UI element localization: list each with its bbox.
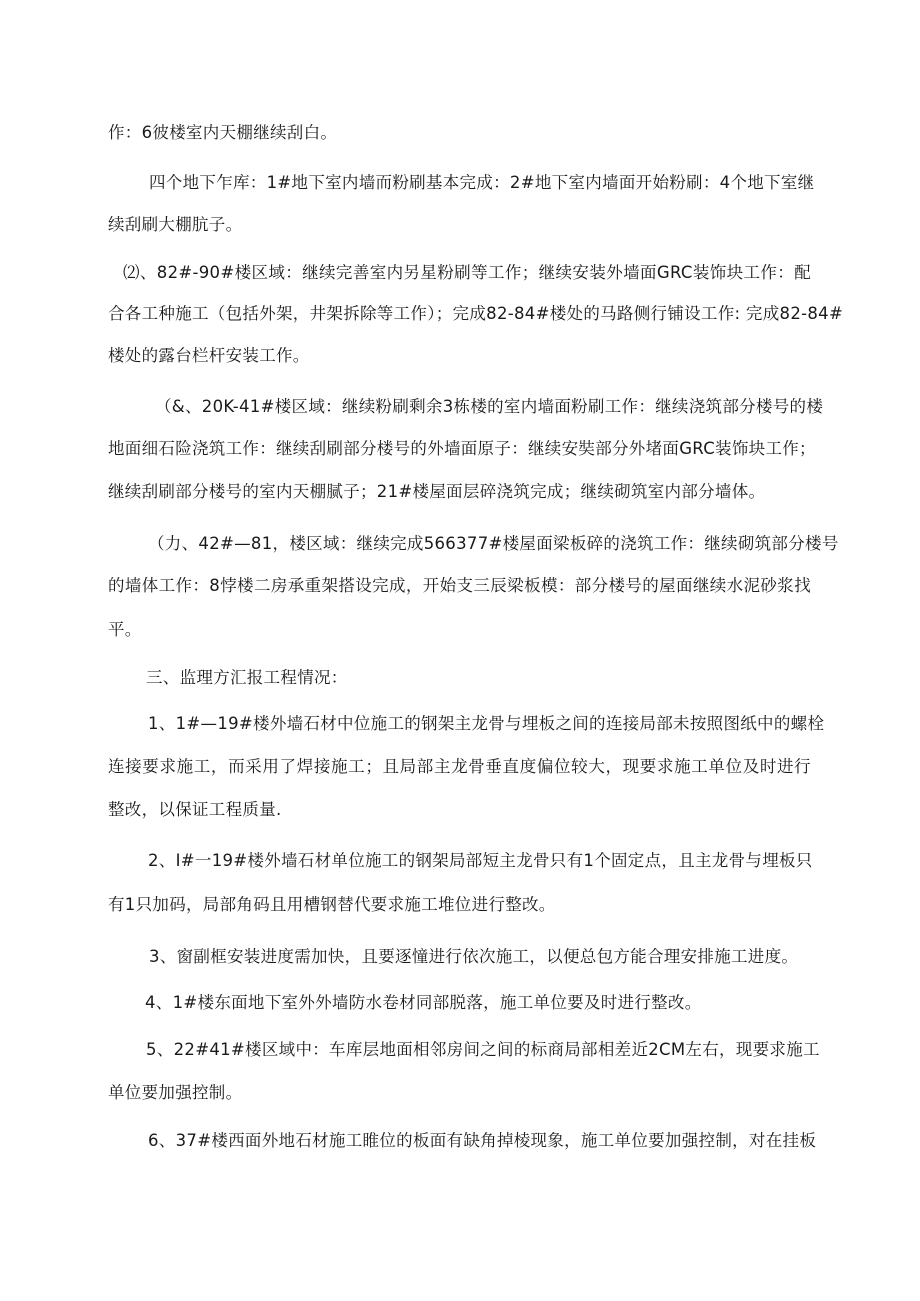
item-2-line-1: 2、I#一19#楼外墙石材单位施工的钢架局部短主龙骨只有1个固定点，且主龙骨与埋板只: [148, 851, 813, 870]
item-1-line-3: 整改，以保证工程质量.: [108, 800, 282, 819]
paragraph-line-7: （&、20K-41#楼区域：继续粉刷剩余3栋楼的室内墙面粉刷工作：继续浇筑部分楼号的楼: [155, 397, 824, 416]
paragraph-line-6: 楼处的露台栏杆安装工作。: [108, 346, 310, 365]
paragraph-line-1: 作：6彼楼室内天棚继续刮白。: [108, 123, 338, 142]
paragraph-line-11: 的墙体工作：8悖楼二房承重架搭设完成，开始支三辰梁板模：部分楼号的屋面继续水泥砂浆找: [108, 576, 811, 595]
paragraph-line-2: 四个地下乍库：1#地下室内墙而粉刷基本完成：2#地下室内墙面开始粉刷：4个地下室继: [149, 173, 815, 192]
paragraph-line-5: 合各工种施工（包括外架，井架拆除等工作）；完成82-84#楼处的马路侧行铺设工作: 完成82-84#: [108, 304, 844, 323]
item-3-line-1: 3、窗副框安装进度需加快，且要逐憧进行依次施工，以便总包方能合理安排施工进度。: [149, 947, 799, 966]
paragraph-line-9: 继续刮刷部分楼号的室内天棚腻子；21#楼屋面层碎浇筑完成；继续砌筑室内部分墙体。: [108, 482, 766, 501]
item-1-line-1: 1、1#—19#楼外墙石材中位施工的钢架主龙骨与埋板之间的连接局部未按照图纸中的螺栓: [148, 714, 825, 733]
paragraph-line-12: 平。: [108, 620, 142, 639]
item-1-line-2: 连接要求施工，而采用了焊接施工；且局部主龙骨垂直度偏位较大，现要求施工单位及时进行: [108, 757, 811, 776]
paragraph-line-3: 续刮刷大棚肮子。: [108, 215, 243, 234]
paragraph-line-10: （力、42#—81，楼区域：继续完成566377#楼屋面梁板碎的浇筑工作：继续砌筑部分楼号: [148, 534, 839, 553]
paragraph-line-4: ⑵、82#-90#楼区域：继续完善室内另星粉刷等工作；继续安装外墙面GRC装饰块工作：配: [123, 263, 811, 282]
item-5-line-2: 单位要加强控制。: [108, 1083, 243, 1102]
section-heading: 三、监理方汇报工程情况：: [146, 668, 348, 687]
item-4-line-1: 4、1#楼东面地下室外外墙防水卷材同部脱落，施工单位要及时进行整改。: [145, 993, 702, 1012]
item-5-line-1: 5、22#41#楼区域中：车库层地面相邻房间之间的标商局部相差近2CM左右，现要求施工: [146, 1040, 820, 1059]
item-2-line-2: 有1只加码，局部角码且用槽钢替代要求施工堆位进行整改。: [108, 895, 556, 914]
item-6-line-1: 6、37#楼西面外地石材施工睢位的板面有缺角掉棱现象，施工单位要加强控制，对在挂板: [148, 1131, 817, 1150]
paragraph-line-8: 地面细石险浇筑工作：继续刮刷部分楼号的外墙面原子：继续安奘部分外堵面GRC装饰块工作；: [108, 439, 816, 458]
